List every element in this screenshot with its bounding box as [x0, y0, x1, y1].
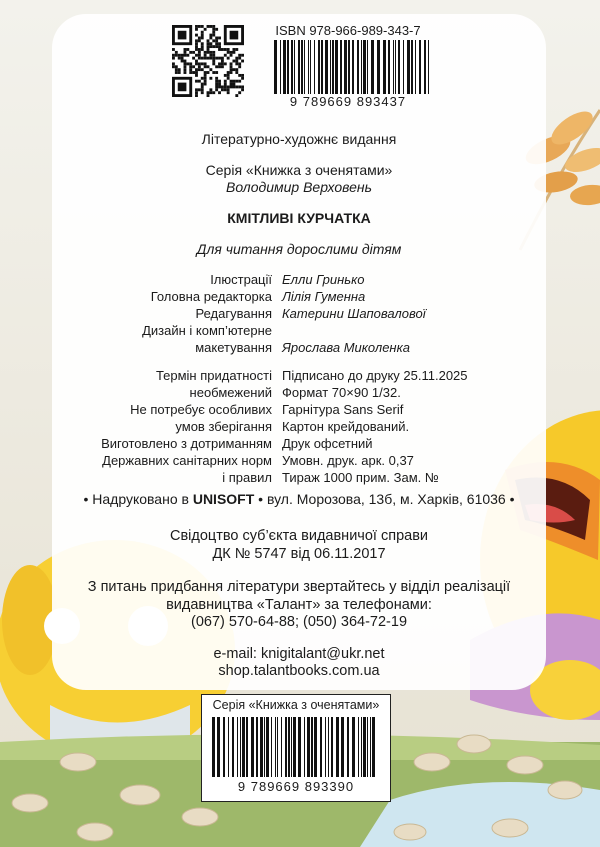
- spec-row: [66, 452, 546, 469]
- spec-left: Державних санітарних норм: [102, 453, 272, 468]
- spec-left: і правил: [222, 470, 272, 485]
- series-barcode: [210, 717, 380, 777]
- spec-right: Формат 70×90 1/32.: [282, 385, 401, 400]
- printer-address: • вул. Морозова, 13б, м. Харків, 61036 •: [254, 491, 515, 507]
- credit-name: Катерини Шаповалової: [282, 306, 426, 321]
- spec-right: Умовн. друк. арк. 0,37: [282, 453, 414, 468]
- credits-block: [66, 271, 546, 356]
- specs-block: [66, 367, 546, 486]
- credit-name: Лілія Гуменна: [282, 289, 366, 304]
- credit-row: [66, 305, 546, 322]
- credit-name: [282, 322, 546, 339]
- author-name: Володимир Верховень: [225, 179, 372, 195]
- spec-right: Друк офсетний: [282, 436, 373, 451]
- shop-website: shop.talantbooks.com.ua: [218, 663, 380, 679]
- series-box-digits: 9 789669 893390: [237, 779, 355, 794]
- spec-right: Гарнітура Sans Serif: [282, 402, 404, 417]
- isbn-barcode: [272, 40, 432, 94]
- credit-row: [66, 271, 546, 288]
- purchase-line: видавництва «Талант» за телефонами:: [166, 597, 432, 613]
- purchase-line: З питань придбання літератури звертайтесь у відділ реалізації: [87, 579, 511, 595]
- certificate-line: Свідоцтво суб’єкта видавничої справи: [169, 528, 428, 544]
- series-box-label: Серія «Книжка з оченятами»: [212, 698, 380, 712]
- isbn-digits: 9 789669 893437: [289, 94, 407, 109]
- series-barcode-box: [201, 694, 391, 802]
- series-line: Серія «Книжка з оченятами»: [205, 162, 393, 178]
- credit-row: [66, 322, 546, 339]
- spec-left: Виготовлено з дотриманням: [101, 436, 272, 451]
- spec-right: Картон крейдований.: [282, 419, 410, 434]
- spec-left: необмежений: [189, 385, 272, 400]
- credit-row: [66, 339, 546, 356]
- credit-role: Ілюстрації: [210, 272, 272, 287]
- spec-row: [66, 401, 546, 418]
- email-address: e-mail: knigitalant@ukr.net: [213, 646, 385, 662]
- spec-left: Не потребує особливих: [130, 402, 272, 417]
- spec-row: [66, 469, 546, 486]
- credit-name: Елли Гринько: [282, 272, 365, 287]
- credit-name: Ярослава Миколенка: [282, 340, 410, 355]
- spec-left: Термін придатності: [155, 368, 272, 383]
- certificate-number: ДК № 5747 від 06.11.2017: [212, 546, 386, 562]
- spec-row: [66, 418, 546, 435]
- isbn-label: ISBN 978-966-989-343-7: [275, 23, 421, 38]
- credit-row: [66, 288, 546, 305]
- edition-type: Літературно-художнє видання: [201, 131, 397, 147]
- spec-row: [66, 384, 546, 401]
- printer-line: [52, 491, 546, 508]
- printer-name: UNISOFT: [192, 491, 255, 507]
- credit-role: Головна редакторка: [150, 289, 272, 304]
- printer-prefix: • Надруковано в: [83, 491, 193, 507]
- credit-role: макетування: [195, 340, 272, 355]
- audience-note: Для читання дорослими дітям: [196, 241, 402, 257]
- spec-left: умов зберігання: [175, 419, 272, 434]
- spec-row: [66, 435, 546, 452]
- credit-role: Редагування: [195, 306, 272, 321]
- phone-numbers: (067) 570-64-88; (050) 364-72-19: [190, 614, 408, 630]
- spec-right: Тираж 1000 прим. Зам. №: [282, 470, 439, 485]
- spec-row: [66, 367, 546, 384]
- credit-role: Дизайн і комп’ютерне: [142, 323, 272, 338]
- qr-code: [172, 25, 244, 97]
- spec-right: Підписано до друку 25.11.2025: [282, 368, 468, 383]
- book-title: КМІТЛИВІ КУРЧАТКА: [227, 210, 371, 226]
